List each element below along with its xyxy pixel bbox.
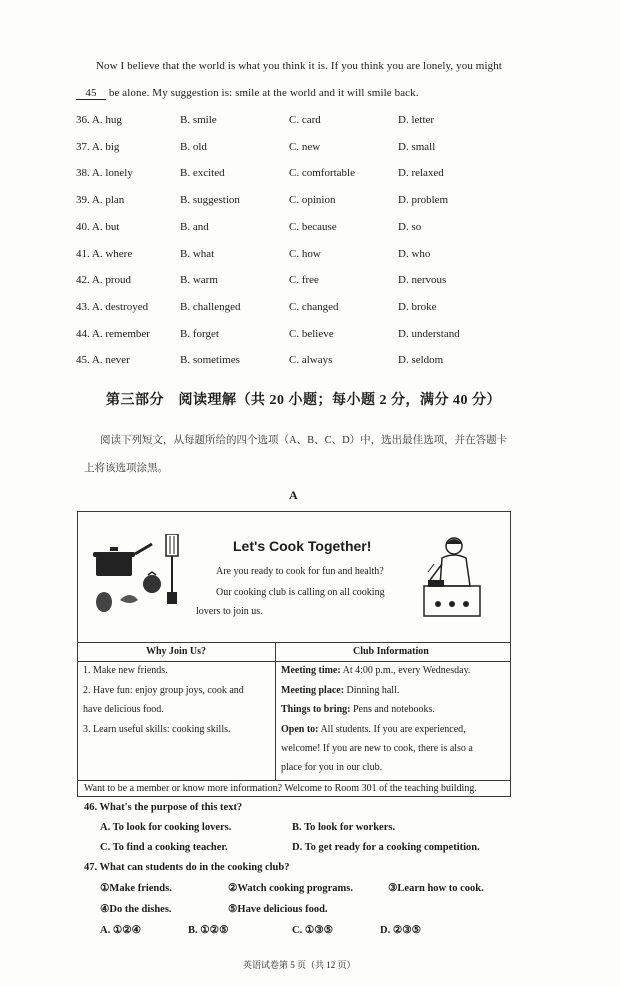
cloze-option-d[interactable]: D. relaxed: [398, 167, 444, 180]
q47-item-5: ⑤Have delicious food.: [228, 904, 328, 915]
cloze-option-c[interactable]: C. new: [289, 140, 321, 153]
passage-label: A: [289, 488, 298, 502]
meeting-time: [281, 665, 470, 676]
cloze-option-c[interactable]: C. because: [289, 220, 337, 233]
q47-option-c[interactable]: C. ①③⑤: [292, 925, 334, 936]
cloze-question-row: [76, 301, 546, 319]
cloze-option-c[interactable]: C. comfortable: [289, 167, 355, 180]
table-bottom-rule: [78, 780, 510, 781]
open-to-line-3: place for you in our club.: [281, 762, 383, 773]
cloze-option-a[interactable]: 40. A. but: [76, 220, 120, 233]
cloze-option-a[interactable]: 37. A. big: [76, 140, 120, 153]
cloze-option-a[interactable]: 38. A. lonely: [76, 167, 133, 180]
cloze-option-d[interactable]: D. small: [398, 140, 436, 153]
table-header-rule: [78, 661, 510, 662]
ad-intro-3: lovers to join us.: [196, 606, 263, 617]
cloze-option-d[interactable]: D. so: [398, 220, 422, 233]
cloze-option-b[interactable]: B. suggestion: [180, 194, 240, 207]
q47-item-3: ③Learn how to cook.: [388, 883, 484, 894]
passage-line-1: Now I believe that the world is what you think it is. If you think you are lonely, you might: [96, 60, 502, 72]
cloze-option-a[interactable]: 36. A. hug: [76, 114, 122, 126]
pot-and-vegetables-icon: [90, 532, 170, 616]
cloze-option-a[interactable]: 44. A. remember: [76, 327, 150, 340]
blank-45: 45: [76, 87, 106, 100]
club-info-header: Club Information: [353, 646, 429, 657]
ad-intro-1: Are you ready to cook for fun and health?: [216, 566, 384, 577]
q47-item-4: ④Do the dishes.: [100, 904, 172, 915]
reason-2: 2. Have fun: enjoy group joys, cook and: [83, 685, 244, 696]
page-footer: 英语试卷第 5 页（共 12 页）: [243, 960, 356, 970]
cloze-option-b[interactable]: B. old: [180, 140, 207, 153]
q47-option-a[interactable]: A. ①②④: [100, 925, 142, 936]
open-to-line-2: welcome! If you are new to cook, there is also a: [281, 743, 473, 754]
cloze-option-a[interactable]: 41. A. where: [76, 247, 133, 260]
cloze-option-a[interactable]: 45. A. never: [76, 354, 130, 367]
q46-question: 46. What's the purpose of this text?: [84, 802, 243, 813]
q47-option-d[interactable]: D. ②③⑤: [380, 925, 422, 936]
meeting-time-label: Meeting time:: [281, 665, 341, 676]
q47-option-b[interactable]: B. ①②⑤: [188, 925, 229, 936]
ad-footer: Want to be a member or know more information? Welcome to Room 301 of the teaching building.: [84, 783, 477, 794]
instruction-line-2: 上将该选项涂黑。: [84, 463, 168, 474]
cloze-option-c[interactable]: C. always: [289, 354, 333, 367]
cloze-option-d[interactable]: D. broke: [398, 300, 437, 313]
open-to-value-1: All students. If you are experienced,: [318, 724, 466, 735]
cloze-option-c[interactable]: C. opinion: [289, 194, 336, 207]
cloze-option-d[interactable]: D. understand: [398, 327, 460, 340]
things-to-bring-label: Things to bring:: [281, 704, 351, 715]
open-to-label: Open to:: [281, 724, 319, 735]
cloze-question-row: [76, 194, 546, 212]
q46-option-c[interactable]: C. To find a cooking teacher.: [100, 842, 228, 853]
cloze-option-c[interactable]: C. how: [289, 247, 321, 260]
q47-item-2: ②Watch cooking programs.: [228, 883, 354, 894]
cloze-option-c[interactable]: C. changed: [289, 300, 339, 313]
cloze-option-d[interactable]: D. problem: [398, 194, 449, 207]
q47-item-1: ①Make friends.: [100, 883, 172, 894]
q46-option-d[interactable]: D. To get ready for a cooking competition.: [292, 842, 480, 853]
cloze-option-a[interactable]: 39. A. plan: [76, 194, 125, 207]
cloze-option-c[interactable]: C. free: [289, 274, 319, 287]
cloze-question-row: [76, 114, 546, 132]
cloze-option-d[interactable]: D. nervous: [398, 274, 447, 287]
things-to-bring: [281, 704, 435, 715]
meeting-time-value: At 4:00 p.m., every Wednesday.: [340, 665, 471, 676]
cloze-question-row: [76, 354, 546, 372]
cloze-option-b[interactable]: B. challenged: [180, 300, 241, 313]
open-to: [281, 724, 466, 735]
meeting-place-value: Dinning hall.: [344, 685, 400, 696]
cloze-option-a[interactable]: 42. A. proud: [76, 274, 131, 287]
cloze-question-row: [76, 328, 546, 346]
reason-1: 1. Make new friends.: [83, 665, 168, 676]
cloze-question-row: [76, 248, 546, 266]
cloze-option-b[interactable]: B. forget: [180, 327, 219, 340]
passage-line-2-text: be alone. My suggestion is: smile at the world and it will smile back.: [108, 87, 419, 99]
cloze-option-b[interactable]: B. sometimes: [180, 354, 240, 367]
ad-title: Let's Cook Together!: [233, 538, 372, 554]
cloze-option-a[interactable]: 43. A. destroyed: [76, 300, 149, 313]
cloze-option-d[interactable]: D. letter: [398, 114, 435, 126]
cloze-question-row: [76, 141, 546, 159]
cloze-option-c[interactable]: C. card: [289, 114, 321, 126]
cloze-option-c[interactable]: C. believe: [289, 327, 334, 340]
cloze-option-b[interactable]: B. excited: [180, 167, 225, 180]
cloze-option-b[interactable]: B. what: [180, 247, 215, 260]
q47-question: 47. What can students do in the cooking club?: [84, 862, 290, 873]
reason-2-cont: have delicious food.: [83, 704, 164, 715]
cloze-option-d[interactable]: D. who: [398, 247, 431, 260]
passage-line-2: [76, 87, 419, 100]
spatula-icon: [164, 534, 180, 606]
table-column-rule: [275, 642, 276, 780]
cloze-question-row: [76, 274, 546, 292]
things-to-bring-value: Pens and notebooks.: [350, 704, 435, 715]
q46-option-a[interactable]: A. To look for cooking lovers.: [100, 822, 232, 833]
reason-3: 3. Learn useful skills: cooking skills.: [83, 724, 231, 735]
table-top-rule: [78, 642, 510, 643]
meeting-place: [281, 685, 399, 696]
cooking-club-ad: [77, 511, 511, 797]
cloze-option-b[interactable]: B. and: [180, 220, 209, 233]
why-join-header: Why Join Us?: [146, 646, 207, 657]
cloze-question-row: [76, 167, 546, 185]
meeting-place-label: Meeting place:: [281, 685, 345, 696]
cloze-option-b[interactable]: B. warm: [180, 274, 218, 287]
cloze-option-d[interactable]: D. seldom: [398, 354, 444, 367]
ad-intro-2: Our cooking club is calling on all cooking: [216, 587, 385, 598]
section-title: 第三部分 阅读理解（共 20 小题；每小题 2 分，满分 40 分）: [106, 393, 501, 408]
q46-option-b[interactable]: B. To look for workers.: [292, 822, 396, 833]
cloze-question-row: [76, 221, 546, 239]
chef-cooking-icon: [416, 534, 486, 624]
instruction-line-1: 阅读下列短文，从每题所给的四个选项（A、B、C、D）中，选出最佳选项，并在答题卡: [100, 435, 508, 446]
cloze-option-b[interactable]: B. smile: [180, 114, 217, 126]
